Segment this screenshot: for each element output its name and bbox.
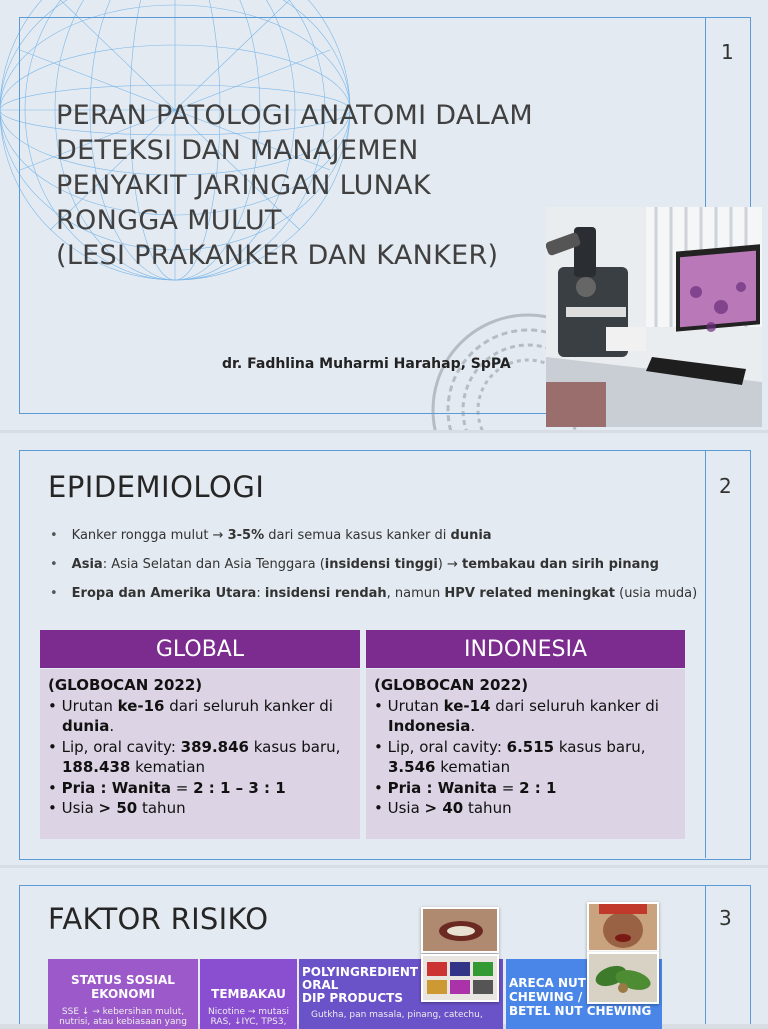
bullet-item — [50, 557, 697, 586]
item-text: dari seluruh kanker di — [490, 696, 659, 715]
bullet-text: Kanker rongga mulut → — [71, 528, 228, 543]
face-illustration — [589, 904, 657, 950]
betel-leaf-photo — [587, 952, 659, 1004]
slide-2-number-divider — [705, 450, 706, 858]
risk-factor-desc: Gutkha, pan masala, pinang, catechu, — [311, 1010, 483, 1020]
item-emphasis: ke-16 — [117, 696, 165, 715]
author-name: dr. Fadhlina Muharmi Harahap, SpPA — [222, 356, 511, 372]
source-label — [374, 675, 677, 696]
list-item — [48, 737, 352, 778]
item-emphasis: Pria : Wanita — [61, 778, 171, 797]
risk-factor-title: STATUS SOSIAL EKONOMI — [71, 973, 175, 1001]
item-emphasis: 3.546 — [388, 758, 436, 776]
source-text: (GLOBOCAN 2022) — [374, 676, 529, 694]
risk-factor-title: TEMBAKAU — [211, 987, 286, 1001]
bullet-emphasis: insidensi rendah — [264, 586, 387, 601]
item-text: kasus baru, — [248, 737, 341, 756]
risk-factor-title-line: ORAL — [302, 978, 339, 992]
bullet-item — [50, 586, 697, 615]
risk-factor-title-line: POLYINGREDIENT — [302, 965, 419, 979]
list-item — [374, 737, 677, 778]
global-body — [40, 669, 360, 839]
oral-tobacco-photo — [421, 907, 499, 953]
item-emphasis: > 40 — [424, 799, 464, 817]
list-item — [48, 798, 352, 819]
bullet-text: ) → — [437, 557, 463, 572]
risk-factor-title-line: ARECA NUT — [509, 976, 586, 990]
bullet-text: dari semua kasus kanker di — [264, 528, 451, 543]
item-text: = — [170, 778, 194, 797]
item-emphasis: dunia — [62, 717, 110, 735]
slide-3-number-divider — [705, 885, 706, 1024]
item-emphasis: Pria : Wanita — [387, 778, 497, 797]
item-emphasis: ke-14 — [443, 696, 491, 715]
title-line: RONGGA MULUT — [56, 205, 282, 236]
dip-product-packets-photo — [421, 954, 499, 1002]
global-header: GLOBAL — [40, 630, 360, 668]
slide-3-title: FAKTOR RISIKO — [48, 902, 269, 936]
bullet-emphasis: Asia — [71, 557, 103, 572]
bullet-text: , namun — [386, 586, 445, 601]
item-text: tahun — [463, 799, 512, 817]
title-line: PERAN PATOLOGI ANATOMI DALAM — [56, 100, 533, 131]
bullet-emphasis: insidensi tinggi — [324, 557, 438, 572]
title-line: DETEKSI DAN MANAJEMEN — [56, 135, 419, 166]
slide-1-number-divider — [705, 17, 706, 207]
item-emphasis: 2 : 1 — [519, 778, 557, 797]
bullet-emphasis: dunia — [450, 528, 492, 543]
risk-factor-socioeconomic — [48, 959, 198, 1029]
bullet-emphasis: Eropa dan Amerika Utara — [71, 586, 257, 601]
risk-factor-tobacco — [200, 959, 297, 1029]
betel-chewer-photo — [587, 902, 659, 952]
list-item — [48, 696, 352, 737]
item-text: Usia — [387, 799, 425, 817]
slide-1 — [0, 0, 768, 430]
packets-illustration — [423, 956, 497, 1000]
risk-factor-desc: Nicotine → mutasi RAS, ↓IYC, TPS3, — [208, 1007, 289, 1027]
item-text: Lip, oral cavity: — [61, 737, 181, 756]
source-label — [48, 675, 352, 696]
risk-factor-title-line: CHEWING / — [509, 990, 583, 1004]
epidemiology-bullets — [50, 528, 697, 615]
item-text: kasus baru, — [554, 737, 646, 756]
list-item — [374, 778, 677, 799]
bullet-text: (usia muda) — [615, 586, 698, 601]
risk-factor-title-line: DIP PRODUCTS — [302, 991, 403, 1005]
list-item — [374, 696, 677, 737]
item-text: tahun — [137, 799, 186, 817]
indonesia-header: INDONESIA — [366, 630, 685, 668]
item-text: Urutan — [61, 696, 118, 715]
item-text: kematian — [435, 758, 511, 776]
item-text: Lip, oral cavity: — [387, 737, 507, 756]
indonesia-body — [366, 669, 685, 839]
microscope-photo — [546, 207, 762, 427]
item-emphasis: Indonesia — [388, 717, 471, 735]
item-emphasis: 188.438 — [62, 758, 131, 776]
item-text: = — [496, 778, 520, 797]
item-text: kematian — [130, 758, 206, 776]
item-text: Urutan — [387, 696, 444, 715]
list-item — [48, 778, 352, 799]
item-emphasis: 2 : 1 – 3 : 1 — [193, 778, 286, 797]
microscope-illustration — [546, 207, 762, 427]
bullet-text: : — [256, 586, 265, 601]
item-text: dari seluruh kanker di — [164, 696, 333, 715]
slide-2-title: EPIDEMIOLOGI — [48, 470, 265, 504]
list-item — [374, 798, 677, 819]
item-text: Usia — [61, 799, 99, 817]
bullet-emphasis: tembakau dan sirih pinang — [462, 557, 659, 572]
bullet-emphasis: 3-5% — [227, 528, 265, 543]
slide-1-title — [56, 98, 616, 273]
risk-factor-desc: SSE ↓ → kebersihan mulut, nutrisi, atau kebiasaan yang — [59, 1007, 187, 1027]
bullet-item — [50, 528, 697, 557]
item-text: . — [470, 717, 476, 735]
title-line: (LESI PRAKANKER DAN KANKER) — [56, 240, 499, 271]
bullet-emphasis: HPV related meningkat — [444, 586, 616, 601]
mouth-illustration — [423, 909, 497, 951]
bullet-text: : Asia Selatan dan Asia Tenggara ( — [102, 557, 325, 572]
leaf-illustration — [589, 954, 657, 1002]
item-emphasis: 6.515 — [506, 737, 555, 756]
risk-factor-title-line: BETEL NUT CHEWING — [509, 1004, 652, 1018]
source-text: (GLOBOCAN 2022) — [48, 676, 203, 694]
slide-number: 3 — [719, 906, 732, 930]
item-emphasis: > 50 — [98, 799, 138, 817]
item-text: . — [109, 717, 115, 735]
slide-number: 2 — [719, 474, 732, 498]
slide-number: 1 — [721, 40, 734, 64]
item-emphasis: 389.846 — [180, 737, 249, 756]
title-line: PENYAKIT JARINGAN LUNAK — [56, 170, 431, 201]
